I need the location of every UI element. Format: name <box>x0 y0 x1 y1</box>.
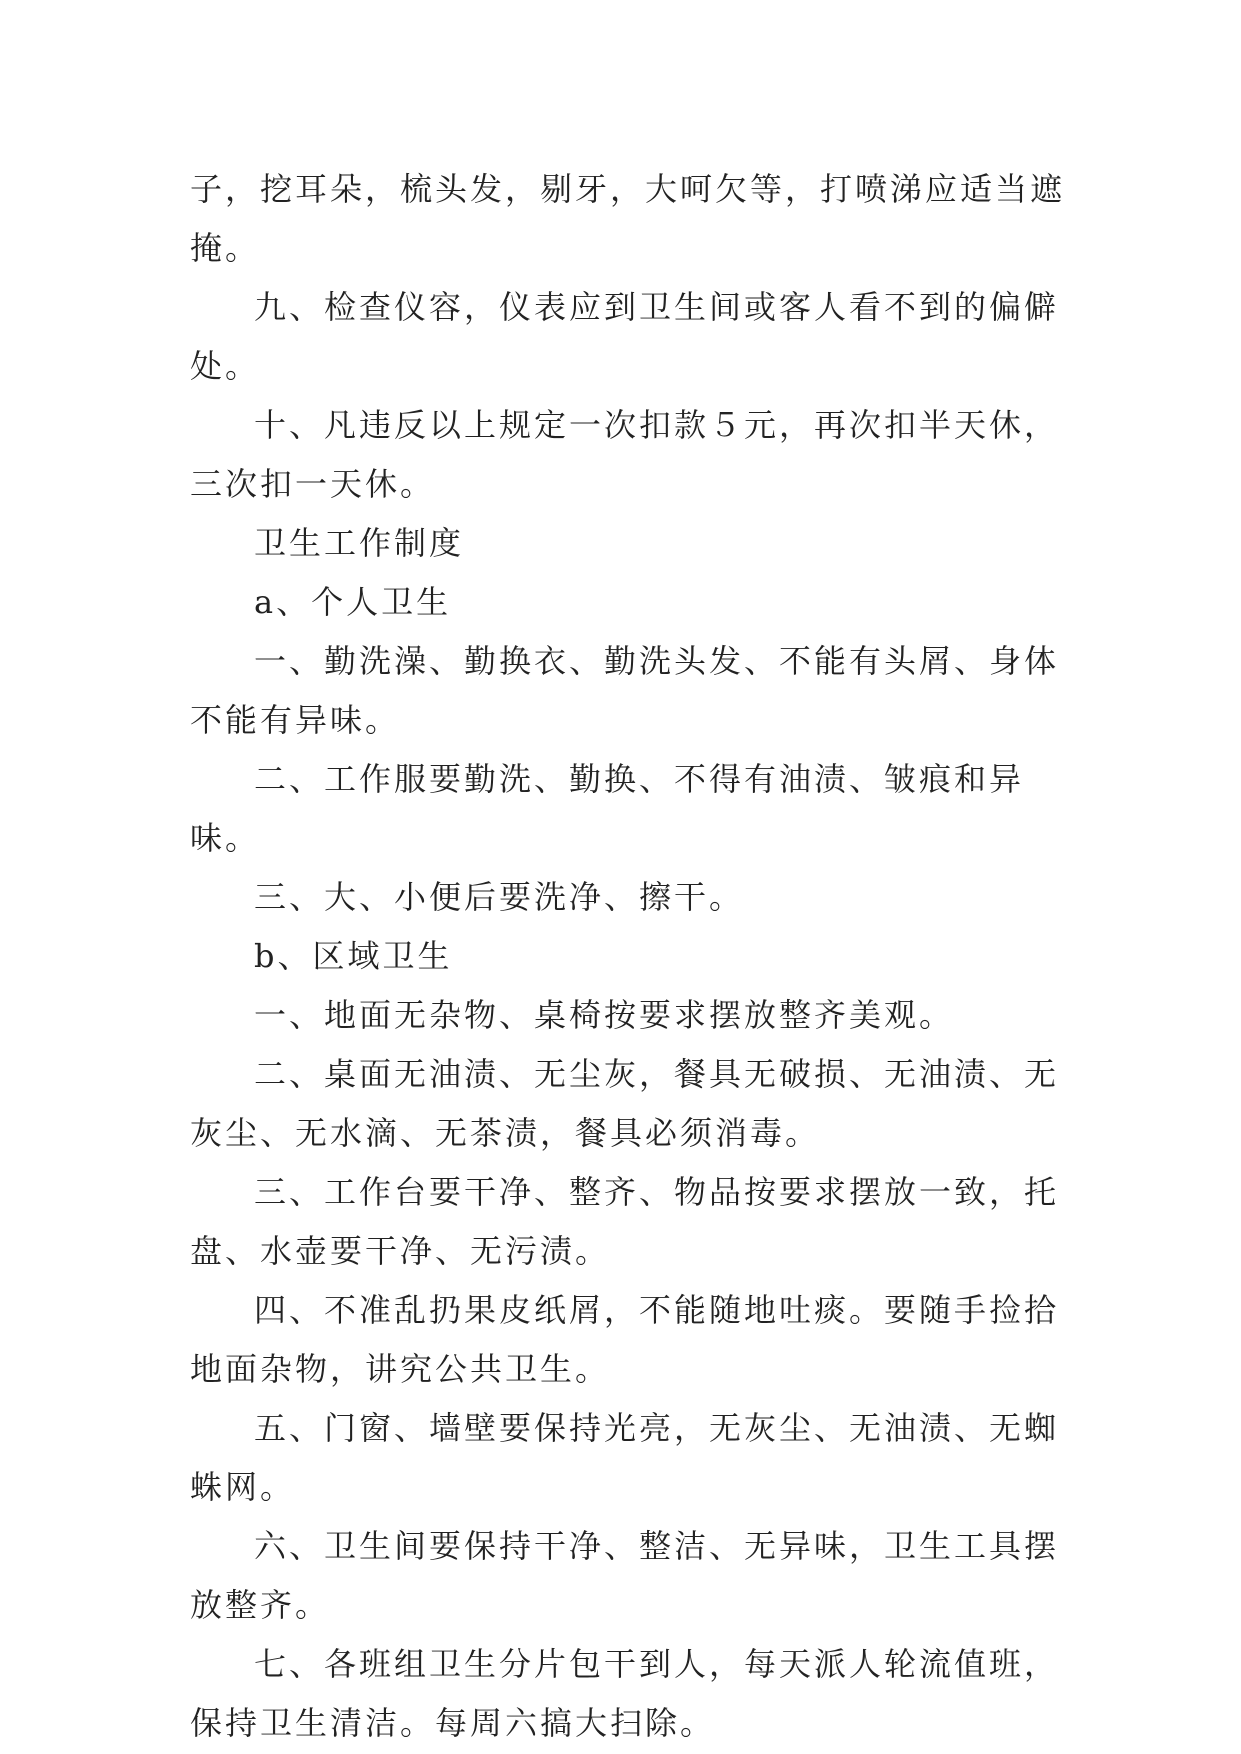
section-heading-hygiene-rules: 卫生工作制度 <box>254 524 465 562</box>
paragraph-area-2: 二、桌面无油渍、无尘灰，餐具无破损、无油渍、无灰尘、无水滴、无茶渍，餐具必须消毒。 <box>190 1055 1060 1152</box>
subsection-heading-personal-hygiene: a、个人卫生 <box>254 583 452 621</box>
paragraph-item-10: 十、凡违反以上规定一次扣款５元，再次扣半天休，三次扣一天休。 <box>190 406 1060 503</box>
paragraph-area-6: 六、卫生间要保持干净、整洁、无异味，卫生工具摆放整齐。 <box>190 1527 1060 1624</box>
paragraph-area-3: 三、工作台要干净、整齐、物品按要求摆放一致，托盘、水壶要干净、无污渍。 <box>190 1173 1060 1270</box>
paragraph-area-4: 四、不准乱扔果皮纸屑，不能随地吐痰。要随手捡拾地面杂物，讲究公共卫生。 <box>190 1291 1060 1388</box>
paragraph-area-1: 一、地面无杂物、桌椅按要求摆放整齐美观。 <box>254 996 955 1034</box>
paragraph-area-7: 七、各班组卫生分片包干到人，每天派人轮流值班，保持卫生清洁。每周六搞大扫除。 <box>190 1645 1060 1742</box>
paragraph-personal-1: 一、勤洗澡、勤换衣、勤洗头发、不能有头屑、身体不能有异味。 <box>190 642 1060 739</box>
paragraph-personal-2: 二、工作服要勤洗、勤换、不得有油渍、皱痕和异味。 <box>190 760 1025 857</box>
paragraph-item-9: 九、检查仪容，仪表应到卫生间或客人看不到的偏僻处。 <box>190 288 1060 385</box>
subsection-heading-area-hygiene: b、区域卫生 <box>254 937 453 975</box>
paragraph-continuation: 子，挖耳朵，梳头发，剔牙，大呵欠等，打喷涕应适当遮掩。 <box>190 170 1066 267</box>
document-body <box>190 160 1070 1753</box>
paragraph-area-5: 五、门窗、墙壁要保持光亮，无灰尘、无油渍、无蜘蛛网。 <box>190 1409 1060 1506</box>
paragraph-personal-3: 三、大、小便后要洗净、擦干。 <box>254 878 745 916</box>
